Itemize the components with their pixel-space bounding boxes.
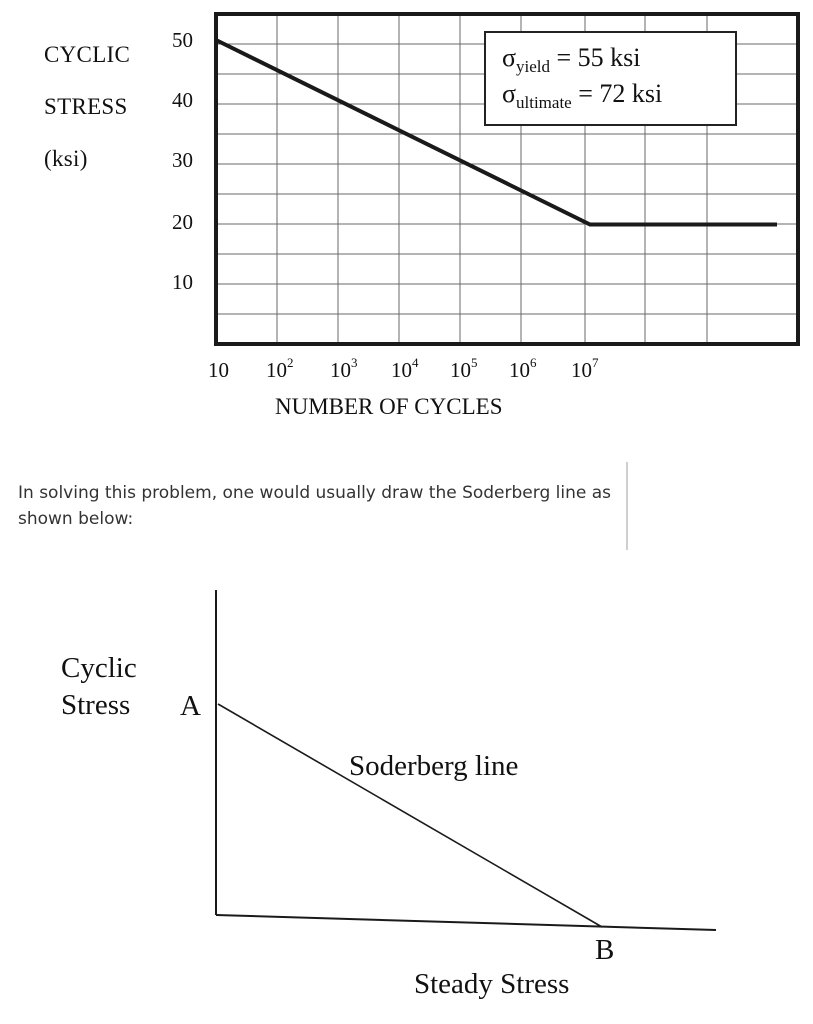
soderberg-diagram — [0, 570, 813, 1024]
stress-label: Stress — [61, 689, 131, 721]
x-tick-10-5: $10^5$ — [450, 355, 478, 382]
horizontal-axis — [216, 915, 716, 930]
cyclic-label: Cyclic — [61, 652, 137, 684]
y-axis-label-line-2: STRESS — [44, 94, 128, 119]
steady-stress-label: Steady Stress — [414, 968, 570, 1000]
y-tick-50: 50 — [172, 28, 193, 52]
point-a-label: A — [180, 690, 201, 722]
divider-line — [626, 462, 628, 550]
point-b-label: B — [595, 934, 615, 966]
y-axis-label-line-1: CYCLIC — [44, 42, 131, 67]
yield-strength-label: $\sigma_{yield} = 55$ ksi — [502, 43, 641, 76]
soderberg-line-label: Soderberg line — [349, 750, 519, 782]
material-properties-box — [484, 31, 737, 126]
x-tick-10-1: 10 — [208, 358, 229, 382]
x-tick-10-7: $10^7$ — [571, 355, 599, 382]
x-tick-10-4: $10^4$ — [391, 355, 419, 382]
x-axis-label: NUMBER OF CYCLES — [275, 394, 503, 419]
y-tick-10: 10 — [172, 270, 193, 294]
x-tick-10-3: $10^3$ — [330, 355, 358, 382]
y-axis-label-line-3: (ksi) — [44, 146, 88, 171]
y-tick-30: 30 — [172, 148, 193, 172]
ultimate-strength-label: $\sigma_{ultimate} = 72$ ksi — [502, 79, 663, 112]
soderberg-line — [218, 704, 602, 927]
explanation-text: In solving this problem, one would usually draw the Soderberg line as shown below: — [18, 483, 611, 529]
y-tick-40: 40 — [172, 88, 193, 112]
x-tick-10-2: $10^2$ — [266, 355, 294, 382]
x-tick-10-6: $10^6$ — [509, 355, 537, 382]
y-tick-20: 20 — [172, 210, 193, 234]
